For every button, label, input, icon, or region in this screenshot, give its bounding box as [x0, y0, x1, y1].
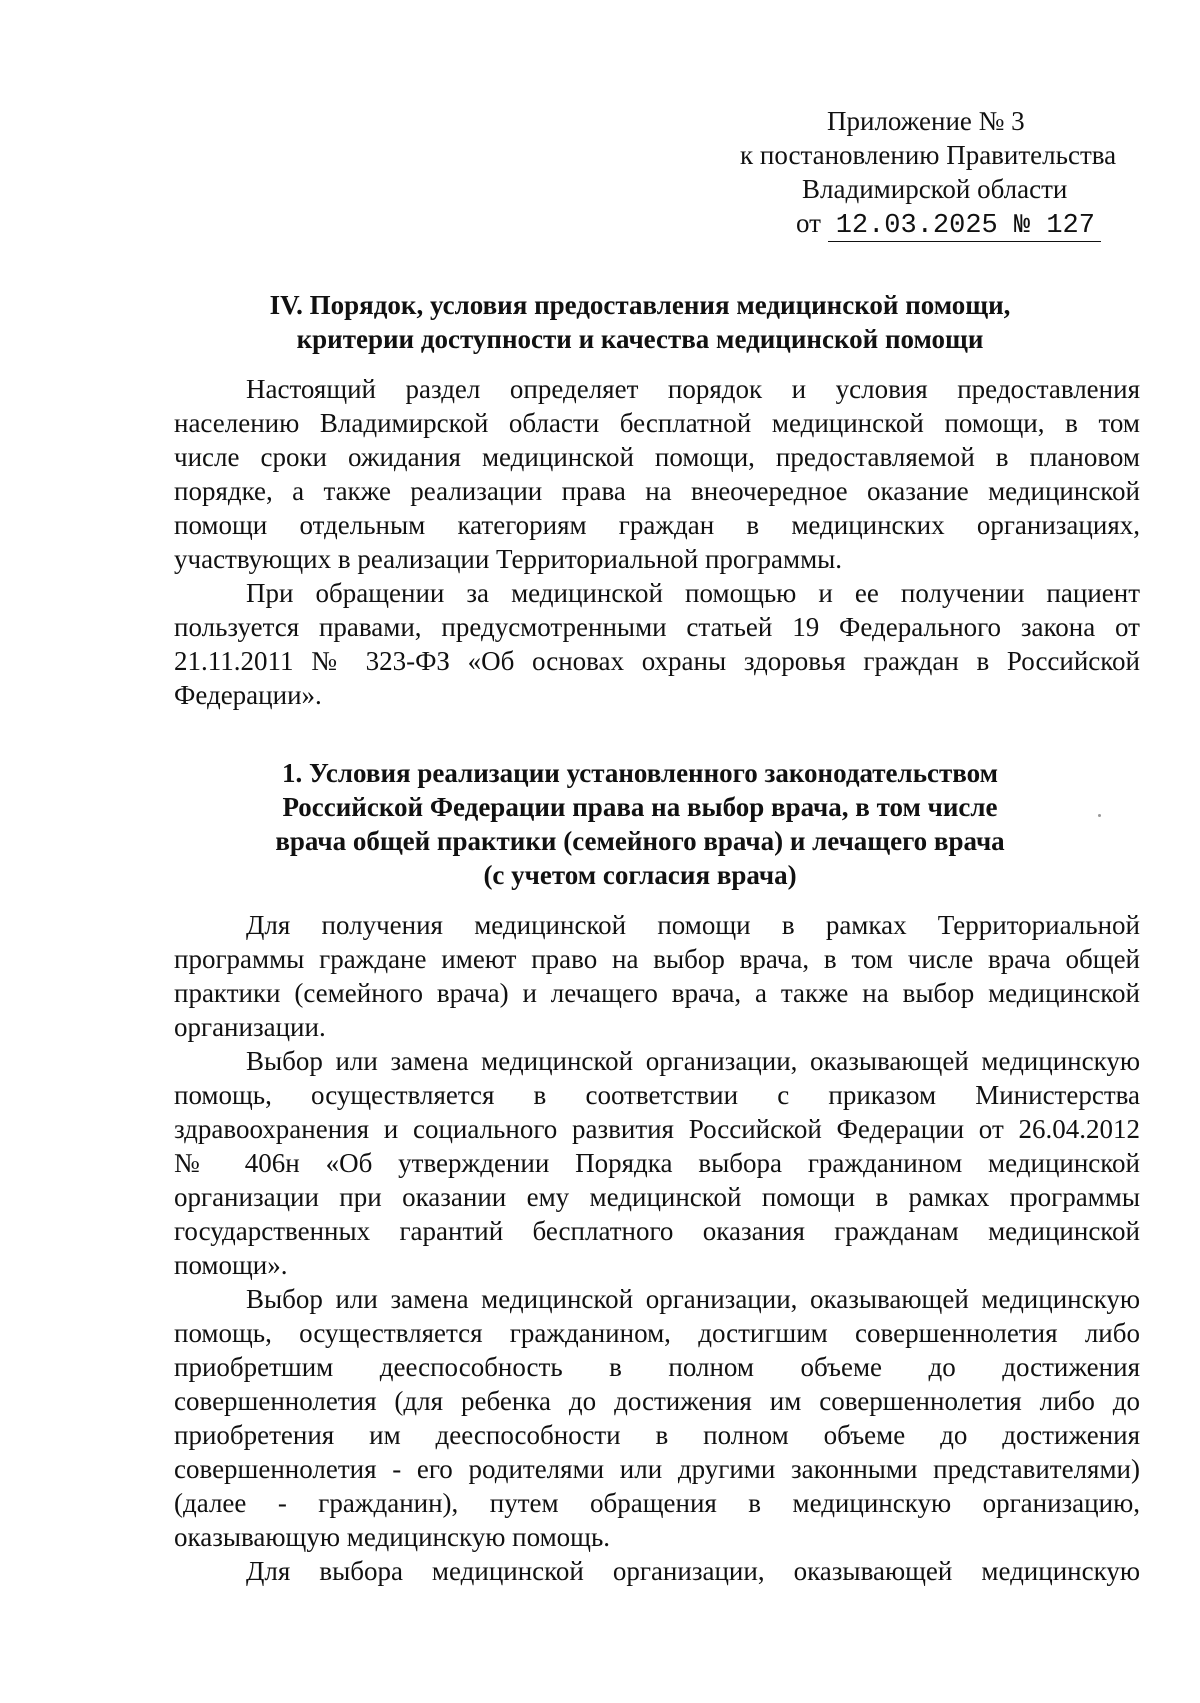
paragraph-line: Для выбора медицинской организации, оказывающей медицинскую	[246, 1556, 1140, 1586]
paragraph-line: Настоящий раздел определяет порядок и условия предоставления	[246, 374, 1140, 404]
paragraph-line: Выбор или замена медицинской организации, оказывающей медицинскую	[246, 1284, 1140, 1314]
paragraph-line: организации.	[174, 1012, 326, 1042]
appendix-reference: к постановлению Правительства	[740, 140, 1117, 170]
paragraph-line: помощи».	[174, 1250, 288, 1280]
paragraph-line: приобретения им дееспособности в полном объеме до достижения	[174, 1420, 1140, 1450]
subsection-heading-line: Российской Федерации права на выбор врача, в том числе	[282, 792, 998, 822]
paragraph-line: числе сроки ожидания медицинской помощи, предоставляемой в плановом	[174, 442, 1140, 472]
paragraph-line: пользуется правами, предусмотренными статьей 19 Федерального закона от	[174, 612, 1140, 642]
scan-speck	[1098, 814, 1101, 817]
paragraph-line: здравоохранения и социального развития Российской Федерации от 26.04.2012	[174, 1114, 1140, 1144]
paragraph-line: Для получения медицинской помощи в рамках Территориальной	[246, 910, 1140, 940]
appendix-region: Владимирской области	[802, 174, 1068, 204]
appendix-date-number	[828, 211, 1101, 242]
subsection-heading-line: врача общей практики (семейного врача) и лечащего врача	[275, 826, 1005, 856]
paragraph-line: помощь, осуществляется гражданином, достигшим совершеннолетия либо	[174, 1318, 1140, 1348]
paragraph-line: помощи отдельным категориям граждан в медицинских организациях,	[174, 510, 1140, 540]
paragraph-line: организации при оказании ему медицинской помощи в рамках программы	[174, 1182, 1140, 1212]
paragraph-line: (далее - гражданин), путем обращения в медицинскую организацию,	[174, 1488, 1140, 1518]
paragraph-line: Выбор или замена медицинской организации, оказывающей медицинскую	[246, 1046, 1140, 1076]
section-heading-line: IV. Порядок, условия предоставления медицинской помощи,	[269, 290, 1011, 320]
appendix-number: 127	[1046, 211, 1095, 241]
paragraph-line: порядке, а также реализации права на внеочередное оказание медицинской	[174, 476, 1140, 506]
appendix-block	[740, 104, 1160, 243]
appendix-date-prefix: от	[796, 208, 821, 238]
choice-paragraph	[174, 908, 1140, 1044]
paragraph-line: программы граждане имеют право на выбор врача, в том числе врача общей	[174, 944, 1140, 974]
paragraph-line: совершеннолетия (для ребенка до достижения им совершеннолетия либо до	[174, 1386, 1140, 1416]
section-heading	[170, 288, 1110, 356]
appendix-date-line	[740, 206, 1160, 243]
paragraph-line: участвующих в реализации Территориальной программы.	[174, 544, 843, 574]
paragraph-line: совершеннолетия - его родителями или другими законными представителями)	[174, 1454, 1140, 1484]
paragraph-line: 21.11.2011 № 323-ФЗ «Об основах охраны здоровья граждан в Российской	[174, 646, 1140, 676]
subsection-heading	[170, 756, 1110, 892]
paragraph-line: помощь, осуществляется в соответствии с приказом Министерства	[174, 1080, 1140, 1110]
order-paragraph	[174, 1044, 1140, 1282]
final-paragraph	[174, 1554, 1140, 1588]
paragraph-line: № 406н «Об утверждении Порядка выбора гражданином медицинской	[174, 1148, 1140, 1178]
appendix-number-sign: №	[1013, 211, 1031, 241]
paragraph-line: При обращении за медицинской помощью и ее получении пациент	[246, 578, 1140, 608]
intro-paragraph	[174, 372, 1140, 576]
paragraph-line: Федерации».	[174, 680, 322, 710]
appendix-title: Приложение № 3	[827, 106, 1025, 136]
appendix-date: 12.03.2025	[835, 211, 998, 241]
paragraph-line: населению Владимирской области бесплатной медицинской помощи, в том	[174, 408, 1140, 438]
paragraph-line: оказывающую медицинскую помощь.	[174, 1522, 611, 1552]
citizen-paragraph	[174, 1282, 1140, 1554]
subsection-heading-line: (с учетом согласия врача)	[483, 860, 797, 890]
section-heading-line: критерии доступности и качества медицинской помощи	[296, 324, 984, 354]
subsection-heading-line: 1. Условия реализации установленного законодательством	[282, 758, 998, 788]
rights-paragraph	[174, 576, 1140, 712]
paragraph-line: практики (семейного врача) и лечащего врача, а также на выбор медицинской	[174, 978, 1140, 1008]
paragraph-line: государственных гарантий бесплатного оказания гражданам медицинской	[174, 1216, 1140, 1246]
paragraph-line: приобретшим дееспособность в полном объеме до достижения	[174, 1352, 1140, 1382]
